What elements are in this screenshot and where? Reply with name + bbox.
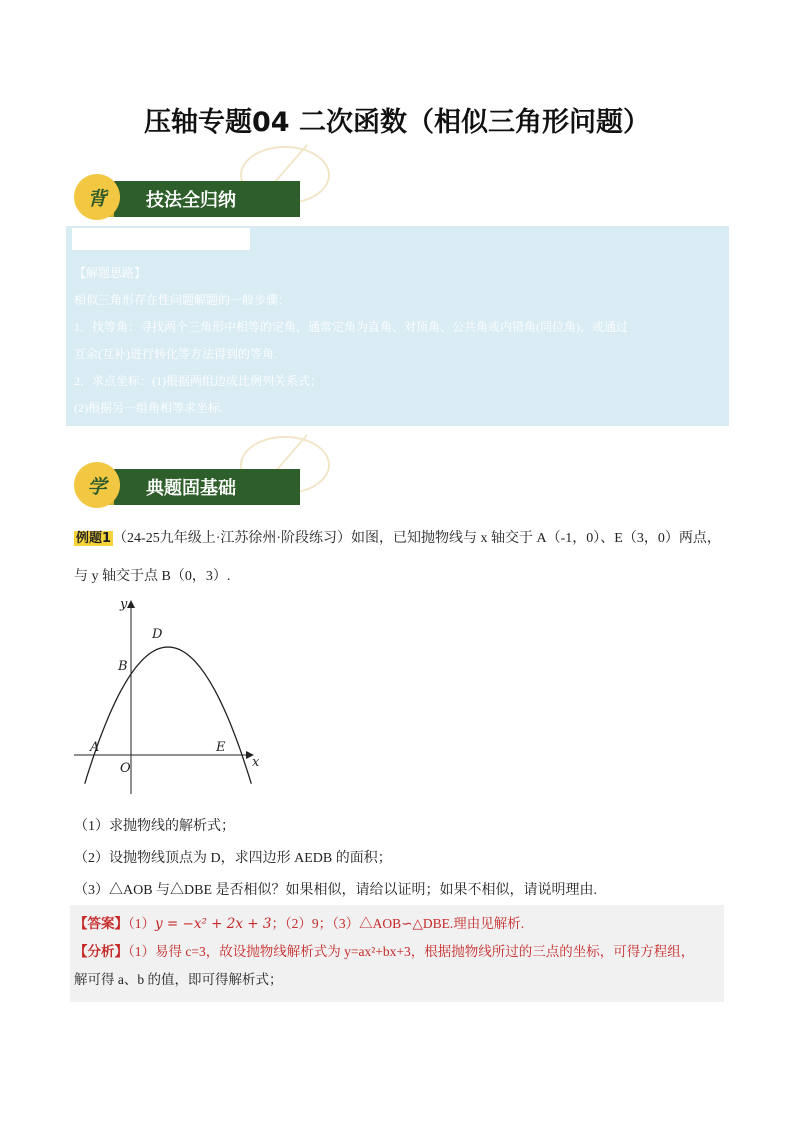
section-badge: 背: [74, 174, 120, 220]
point-e-label: E: [216, 740, 226, 755]
answer-line: [74, 910, 720, 938]
origin-label: O: [120, 761, 131, 776]
answer-tag: 【答案】: [74, 916, 128, 931]
section-header-examples: [74, 462, 302, 508]
section-title: 技法全归纳: [108, 181, 300, 217]
section-header-techniques: [74, 174, 302, 220]
answer-box: [70, 905, 724, 1002]
point-b-label: B: [118, 659, 128, 674]
example-text: （24-25九年级上·江苏徐州·阶段练习）如图，已知抛物线与 x 轴交于 A（-1，0）、E（3，0）两点，: [113, 531, 721, 546]
parabola-curve: [85, 647, 252, 784]
analysis-line: [74, 938, 720, 966]
example-tag: 例题1: [76, 531, 112, 546]
analysis-tag: 【分析】: [74, 944, 128, 959]
tips-blank-strip: [72, 228, 250, 250]
page-title: 压轴专题04 二次函数（相似三角形问题）: [144, 107, 650, 138]
question-2: （2）设抛物线顶点为 D，求四边形 AEDB 的面积；: [74, 851, 392, 866]
tips-line: 1．找等角：寻找两个三角形中相等的定角，通常定角为直角、对顶角、公共角或内错角(同位角)，或通过: [74, 320, 628, 334]
section-title: 典题固基础: [108, 469, 300, 505]
y-axis-label: y: [120, 597, 128, 612]
parabola-figure: [70, 596, 270, 801]
example-statement: [74, 527, 734, 547]
question-1: （1）求抛物线的解析式；: [74, 819, 235, 834]
section-badge: 学: [74, 462, 120, 508]
question-3: （3）△AOB 与△DBE 是否相似？如果相似，请给以证明；如果不相似，请说明理由.: [74, 883, 598, 898]
tips-line: 相似三角形存在性问题解题的一般步骤：: [74, 293, 291, 307]
analysis-line-continued: 解可得 a、b 的值，即可得解析式；: [74, 972, 283, 987]
example-statement-continued: 与 y 轴交于点 B（0，3）.: [74, 569, 231, 584]
tips-heading: 【解题思路】: [74, 266, 147, 280]
tips-line: 2．求点坐标：(1)根据两组边成比例列关系式；: [74, 374, 322, 388]
x-axis-label: x: [252, 755, 260, 770]
analysis-text: （1）易得 c=3，故设抛物线解析式为 y=ax²+bx+3，根据抛物线所过的三点的坐标，可得方程组，: [128, 944, 695, 959]
tips-line: (2)根据另一组角相等求坐标.: [74, 401, 223, 415]
tips-line: 互余(互补)进行转化等方法得到的等角.: [74, 347, 277, 361]
answer-formula: y = −x² + 2x + 3: [155, 916, 272, 932]
answer-rest: ；（2）9；（3）△AOB∽△DBE.理由见解析.: [271, 916, 525, 931]
answer-part1-prefix: （1）: [128, 916, 155, 931]
solution-tips-box: [66, 226, 729, 426]
vertex-label: D: [152, 627, 163, 642]
point-a-label: A: [90, 740, 100, 755]
